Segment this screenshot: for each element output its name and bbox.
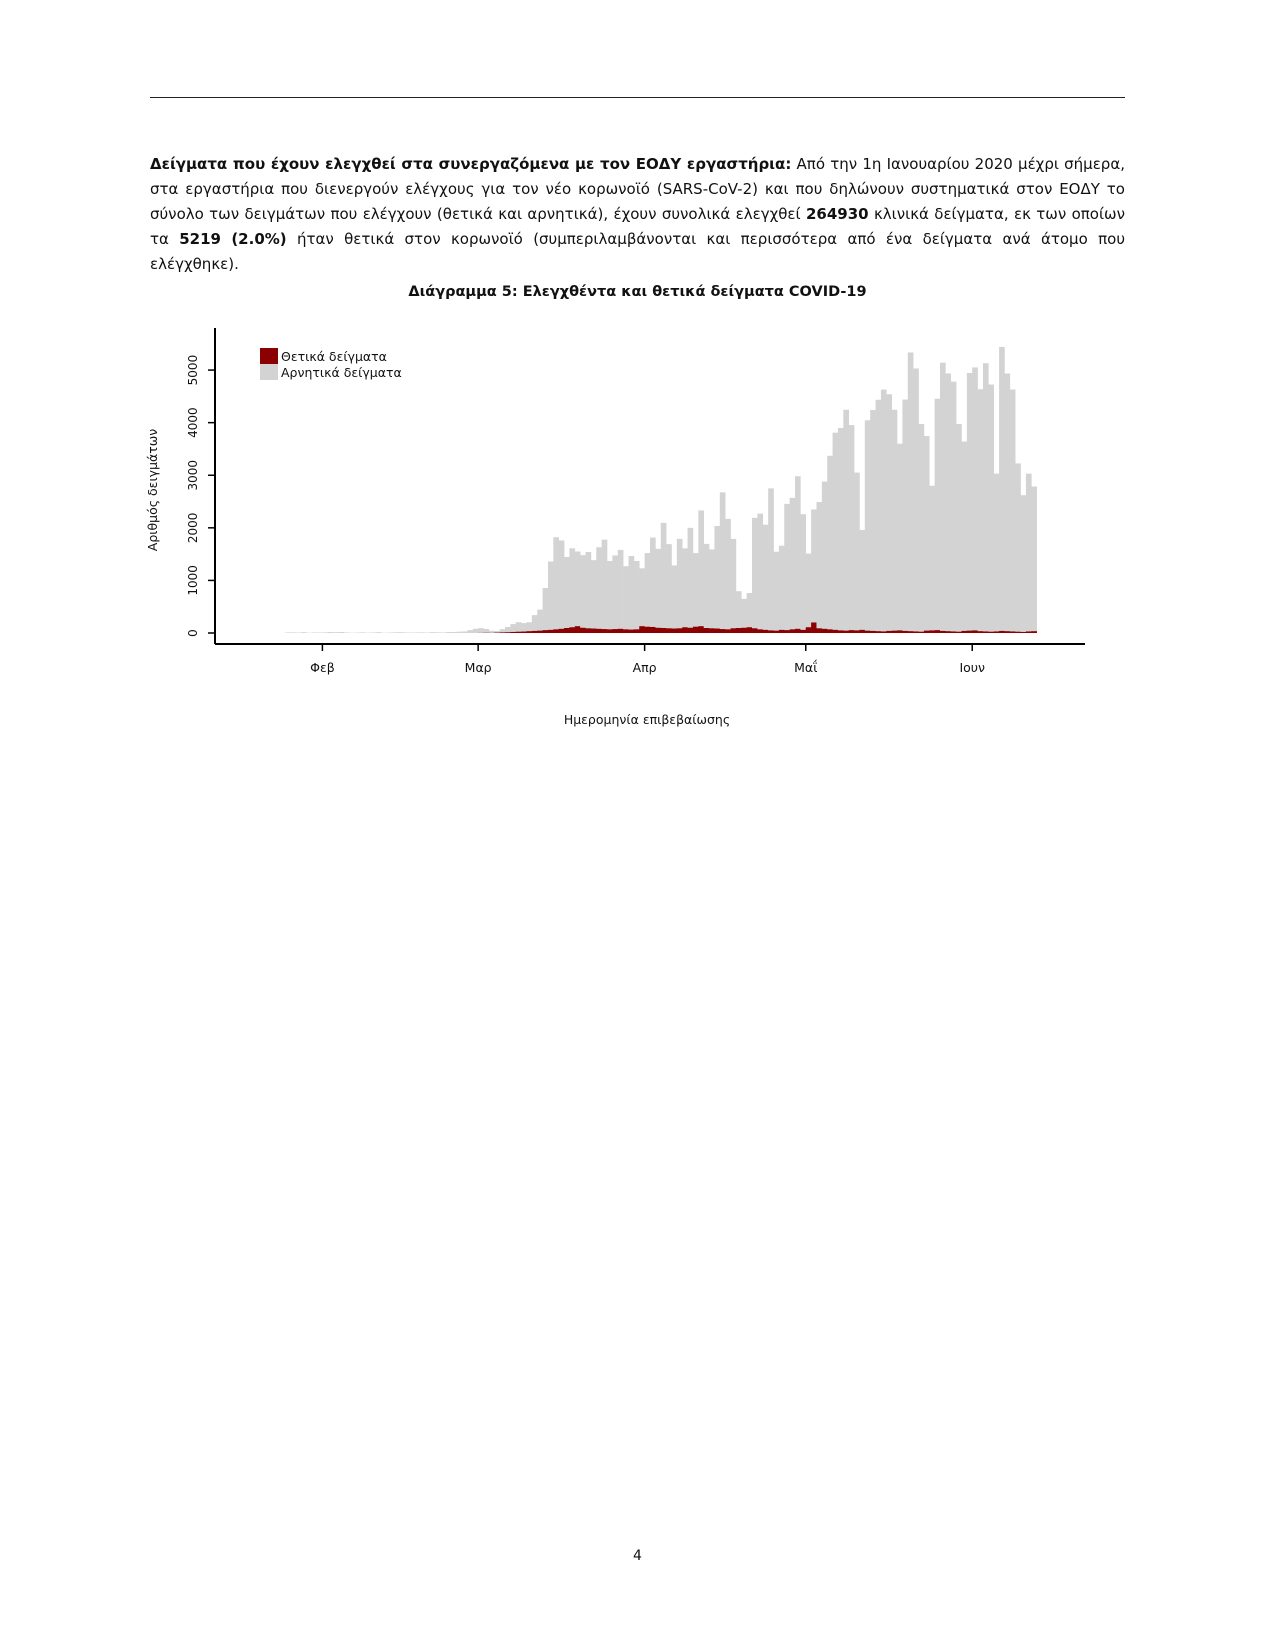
- bar-positive: [972, 630, 978, 633]
- bar-positive: [763, 630, 769, 633]
- x-tick-label: Ιουν: [959, 660, 986, 675]
- bar-positive: [747, 627, 753, 633]
- bar-negative: [602, 540, 608, 629]
- bar-negative: [693, 553, 699, 627]
- bar-negative: [725, 519, 731, 629]
- bar-positive: [757, 629, 763, 633]
- bar-negative: [677, 539, 683, 628]
- bar-negative: [671, 565, 677, 628]
- y-tick-label: 3000: [186, 459, 200, 491]
- bar-negative: [403, 632, 409, 633]
- bar-positive: [870, 631, 876, 633]
- bar-negative: [704, 544, 710, 628]
- bar-positive: [500, 632, 506, 633]
- bar-positive: [586, 628, 592, 633]
- bar-positive: [994, 631, 1000, 633]
- bar-positive: [671, 629, 677, 633]
- positive-count: 5219: [179, 230, 221, 248]
- bar-negative: [414, 632, 420, 633]
- bar-negative: [1010, 390, 1016, 632]
- bar-negative: [714, 526, 720, 629]
- bar-positive: [935, 630, 941, 633]
- x-ticks-group: [310, 644, 985, 675]
- bar-negative: [1004, 373, 1010, 631]
- bar-negative: [800, 514, 806, 630]
- bar-positive: [580, 628, 586, 633]
- bar-negative: [876, 400, 882, 631]
- bar-negative: [419, 632, 425, 633]
- bar-negative: [854, 473, 860, 631]
- bar-negative: [661, 523, 667, 628]
- bar-positive: [1021, 632, 1027, 633]
- bar-negative: [328, 632, 334, 633]
- bar-positive: [548, 630, 554, 633]
- bar-positive: [838, 630, 844, 633]
- bar-negative: [489, 631, 495, 633]
- bar-positive: [865, 631, 871, 633]
- bar-negative: [741, 599, 747, 628]
- bar-negative: [865, 420, 871, 630]
- total-tested: 264930: [805, 205, 869, 223]
- bar-negative: [290, 632, 296, 633]
- bar-negative: [816, 502, 822, 628]
- legend-swatch-negative: [260, 364, 278, 380]
- bar-positive: [709, 628, 715, 633]
- bar-negative: [301, 632, 307, 633]
- bar-negative: [779, 546, 785, 630]
- bar-negative: [983, 363, 989, 631]
- bar-negative: [462, 631, 468, 633]
- bar-negative: [575, 551, 581, 626]
- legend-label-negative: Αρνητικά δείγματα: [281, 365, 402, 380]
- bar-negative: [398, 632, 404, 633]
- bar-positive: [634, 629, 640, 633]
- bar-positive: [940, 631, 946, 633]
- bar-negative: [752, 518, 758, 628]
- bar-negative: [827, 456, 833, 630]
- bar-positive: [650, 627, 656, 633]
- bar-positive: [886, 631, 892, 633]
- bar-positive: [999, 631, 1005, 633]
- bar-positive: [618, 629, 624, 633]
- bar-positive: [607, 629, 613, 633]
- header-rule: [150, 97, 1125, 98]
- bar-negative: [596, 547, 602, 629]
- bar-positive: [752, 628, 758, 633]
- bar-positive: [639, 626, 645, 633]
- bar-positive: [661, 628, 667, 633]
- bar-positive: [591, 629, 597, 633]
- bar-negative: [543, 588, 549, 630]
- bar-negative: [988, 385, 994, 632]
- page-number: 4: [633, 1548, 642, 1564]
- x-tick-label: Φεβ: [310, 660, 335, 675]
- legend-swatch-positive: [260, 348, 278, 364]
- chart-title: Διάγραμμα 5: Ελεγχθέντα και θετικά δείγματα COVID-19: [408, 284, 867, 300]
- bar-positive: [779, 630, 785, 633]
- bar-positive: [677, 628, 683, 633]
- bar-positive: [543, 630, 549, 633]
- bar-negative: [1026, 474, 1032, 632]
- bar-negative: [720, 492, 726, 629]
- bar-negative: [940, 363, 946, 631]
- bar-positive: [919, 632, 925, 633]
- bar-positive: [849, 630, 855, 633]
- bar-negative: [457, 632, 463, 633]
- bar-positive: [559, 629, 565, 633]
- bar-negative: [553, 537, 559, 629]
- bar-negative: [655, 549, 661, 628]
- bar-positive: [1026, 631, 1032, 633]
- bar-negative: [484, 629, 490, 633]
- bar-negative: [768, 488, 774, 630]
- bar-negative: [978, 389, 984, 631]
- bar-negative: [510, 624, 516, 632]
- bar-negative: [650, 538, 656, 627]
- y-tick-label: 1000: [186, 565, 200, 596]
- bar-positive: [859, 630, 865, 633]
- bar-positive: [655, 628, 661, 633]
- bar-negative: [1031, 487, 1037, 632]
- bar-negative: [849, 425, 855, 630]
- bar-positive: [602, 629, 608, 633]
- bar-positive: [714, 629, 720, 633]
- bar-negative: [967, 373, 973, 631]
- bar-negative: [790, 498, 796, 629]
- y-tick-label: 5000: [186, 354, 200, 386]
- bar-negative: [618, 550, 624, 629]
- bar-negative: [441, 632, 447, 633]
- bar-positive: [532, 631, 538, 633]
- bar-negative: [972, 367, 978, 630]
- y-ticks-group: [186, 355, 215, 637]
- bar-negative: [919, 424, 925, 632]
- bar-negative: [747, 593, 753, 627]
- bar-negative: [822, 482, 828, 629]
- bar-positive: [902, 631, 908, 633]
- bar-positive: [731, 628, 737, 633]
- bar-negative: [994, 474, 1000, 632]
- bar-negative: [371, 632, 377, 633]
- bar-negative: [623, 566, 629, 629]
- bar-negative: [360, 632, 366, 633]
- bar-positive: [978, 631, 984, 633]
- bar-positive: [682, 627, 688, 633]
- bar-positive: [553, 629, 559, 633]
- bar-negative: [881, 390, 887, 632]
- bar-positive: [720, 629, 726, 633]
- bar-positive: [736, 628, 742, 633]
- bar-positive: [768, 630, 774, 633]
- bar-positive: [924, 631, 930, 633]
- bar-positive: [843, 631, 849, 633]
- bar-positive: [892, 631, 898, 633]
- bar-negative: [634, 561, 640, 629]
- bar-negative: [811, 509, 817, 622]
- bar-positive: [881, 631, 887, 633]
- tests-bar-chart: [140, 310, 1100, 730]
- bar-positive: [983, 631, 989, 633]
- bar-negative: [526, 622, 532, 631]
- bar-negative: [645, 553, 651, 627]
- bar-negative: [586, 552, 592, 628]
- bar-negative: [559, 540, 565, 628]
- bar-positive: [596, 629, 602, 633]
- bar-negative: [500, 629, 506, 632]
- x-tick-label: Απρ: [632, 660, 657, 675]
- positive-pct: (2.0%): [231, 230, 287, 248]
- bar-positive: [929, 630, 935, 633]
- bar-positive: [897, 630, 903, 633]
- bar-negative: [859, 530, 865, 630]
- bar-negative: [548, 561, 554, 629]
- x-tick-label: Μαΐ: [794, 660, 818, 675]
- bar-negative: [521, 623, 527, 631]
- bar-positive: [569, 627, 575, 633]
- bar-negative: [629, 556, 635, 630]
- bar-negative: [870, 410, 876, 631]
- bar-positive: [516, 632, 522, 633]
- bar-negative: [285, 632, 291, 633]
- bar-positive: [521, 632, 527, 633]
- bar-positive: [1004, 631, 1010, 633]
- bar-negative: [956, 424, 962, 632]
- bar-negative: [537, 610, 543, 631]
- bar-positive: [854, 630, 860, 633]
- bar-positive: [1015, 632, 1021, 633]
- para-text-4: ήταν θετικά στον κορωνοϊό (συμπεριλαμβάνονται και περισσότερα από ένα δείγματα ανά άτομο που ελέγχθηκε).: [150, 230, 1125, 273]
- bar-positive: [774, 631, 780, 633]
- bar-positive: [988, 632, 994, 633]
- bar-positive: [956, 632, 962, 633]
- bold-lead: Δείγματα που έχουν ελεγχθεί στα συνεργαζόμενα με τον ΕΟΔΥ εργαστήρια:: [150, 155, 792, 173]
- bar-negative: [344, 632, 350, 633]
- bar-positive: [698, 626, 704, 633]
- bar-negative: [806, 554, 812, 628]
- bar-positive: [564, 628, 570, 633]
- bar-negative: [843, 410, 849, 631]
- bar-negative: [913, 368, 919, 631]
- bar-positive: [827, 629, 833, 633]
- bar-negative: [682, 548, 688, 627]
- bar-positive: [510, 632, 516, 633]
- bar-negative: [833, 433, 839, 630]
- bar-positive: [741, 628, 747, 633]
- bar-positive: [704, 628, 710, 633]
- bars-group: [285, 347, 1037, 633]
- intro-paragraph: [150, 152, 1125, 277]
- bar-positive: [806, 627, 812, 633]
- bar-negative: [763, 525, 769, 630]
- bar-negative: [376, 632, 382, 633]
- bar-negative: [532, 615, 538, 631]
- bar-negative: [897, 444, 903, 631]
- bar-negative: [774, 552, 780, 631]
- legend: [260, 348, 402, 380]
- bar-negative: [339, 632, 345, 633]
- bar-negative: [784, 504, 790, 630]
- bar-positive: [784, 630, 790, 633]
- bar-negative: [564, 557, 570, 628]
- bar-positive: [833, 630, 839, 633]
- para-text-1: Από την 1η Ιανουαρίου 2020 μέχρι σήμερα, στα εργαστήρια που διενεργούν ελέγχους για τον νέο κορωνοϊό (SARS-CoV-2) και που δηλώνουν συστηματικά στον ΕΟΔΥ το σύνολο των δειγμάτων που ελέγχουν (θετικά και αρνητικά), έχουν συνολικά ελεγχθεί: [150, 155, 1125, 223]
- bar-negative: [312, 632, 318, 633]
- bar-positive: [688, 628, 694, 633]
- bar-negative: [612, 555, 618, 629]
- bar-positive: [816, 628, 822, 633]
- bar-positive: [612, 629, 618, 633]
- bar-positive: [913, 631, 919, 633]
- bar-positive: [505, 632, 511, 633]
- bar-positive: [967, 631, 973, 633]
- bar-negative: [698, 510, 704, 626]
- bar-negative: [591, 560, 597, 628]
- bar-negative: [886, 394, 892, 631]
- bar-negative: [935, 399, 941, 630]
- para-text-3: [221, 230, 231, 248]
- bar-positive: [800, 630, 806, 633]
- y-tick-label: 4000: [186, 407, 200, 438]
- bar-negative: [446, 632, 452, 633]
- bar-negative: [795, 476, 801, 629]
- bar-positive: [1010, 631, 1016, 633]
- bar-positive: [945, 631, 951, 633]
- bar-negative: [688, 528, 694, 628]
- bar-negative: [478, 628, 484, 633]
- bar-positive: [693, 627, 699, 633]
- bar-negative: [929, 486, 935, 631]
- bar-positive: [811, 622, 817, 633]
- bar-negative: [639, 568, 645, 626]
- bar-negative: [494, 631, 500, 633]
- bar-positive: [951, 631, 957, 633]
- bar-positive: [537, 631, 543, 633]
- bar-positive: [876, 631, 882, 633]
- bar-negative: [908, 352, 914, 631]
- bar-positive: [1031, 631, 1037, 633]
- bar-positive: [526, 631, 532, 633]
- y-tick-label: 0: [186, 629, 200, 637]
- bar-negative: [731, 539, 737, 628]
- bar-negative: [945, 373, 951, 631]
- x-tick-label: Μαρ: [464, 660, 492, 675]
- bar-negative: [333, 632, 339, 633]
- bar-positive: [795, 629, 801, 633]
- bar-negative: [580, 555, 586, 628]
- bar-negative: [1015, 463, 1021, 631]
- bar-negative: [607, 561, 613, 629]
- bar-positive: [645, 627, 651, 633]
- bar-positive: [908, 631, 914, 633]
- bar-positive: [790, 629, 796, 633]
- legend-label-positive: Θετικά δείγματα: [281, 349, 387, 364]
- bar-negative: [516, 622, 522, 631]
- bar-negative: [322, 632, 328, 633]
- bar-negative: [961, 442, 967, 631]
- bar-negative: [467, 630, 473, 633]
- bar-negative: [392, 632, 398, 633]
- bar-positive: [629, 630, 635, 633]
- bar-negative: [892, 410, 898, 631]
- y-axis-label: Αριθμός δειγμάτων: [145, 428, 160, 552]
- bar-positive: [623, 629, 629, 633]
- bar-negative: [666, 544, 672, 628]
- bar-negative: [473, 629, 479, 633]
- bar-negative: [951, 382, 957, 632]
- para-text-2: κλινικά δείγματα, εκ των οποίων τα: [150, 205, 1125, 248]
- bar-negative: [736, 591, 742, 628]
- bar-negative: [569, 548, 575, 627]
- bar-negative: [838, 428, 844, 630]
- y-tick-label: 2000: [186, 512, 200, 544]
- bar-negative: [999, 347, 1005, 631]
- bar-negative: [451, 632, 457, 633]
- bar-negative: [709, 549, 715, 628]
- bar-negative: [902, 400, 908, 631]
- x-axis-label: Ημερομηνία επιβεβαίωσης: [563, 712, 731, 727]
- bar-negative: [430, 632, 436, 633]
- bar-negative: [757, 514, 763, 630]
- bar-negative: [505, 627, 511, 632]
- bar-negative: [924, 436, 930, 631]
- bar-positive: [725, 629, 731, 633]
- bar-positive: [961, 631, 967, 633]
- bar-negative: [435, 632, 441, 633]
- bar-positive: [575, 626, 581, 633]
- bar-positive: [666, 628, 672, 633]
- bar-positive: [822, 629, 828, 633]
- bar-negative: [1021, 495, 1027, 632]
